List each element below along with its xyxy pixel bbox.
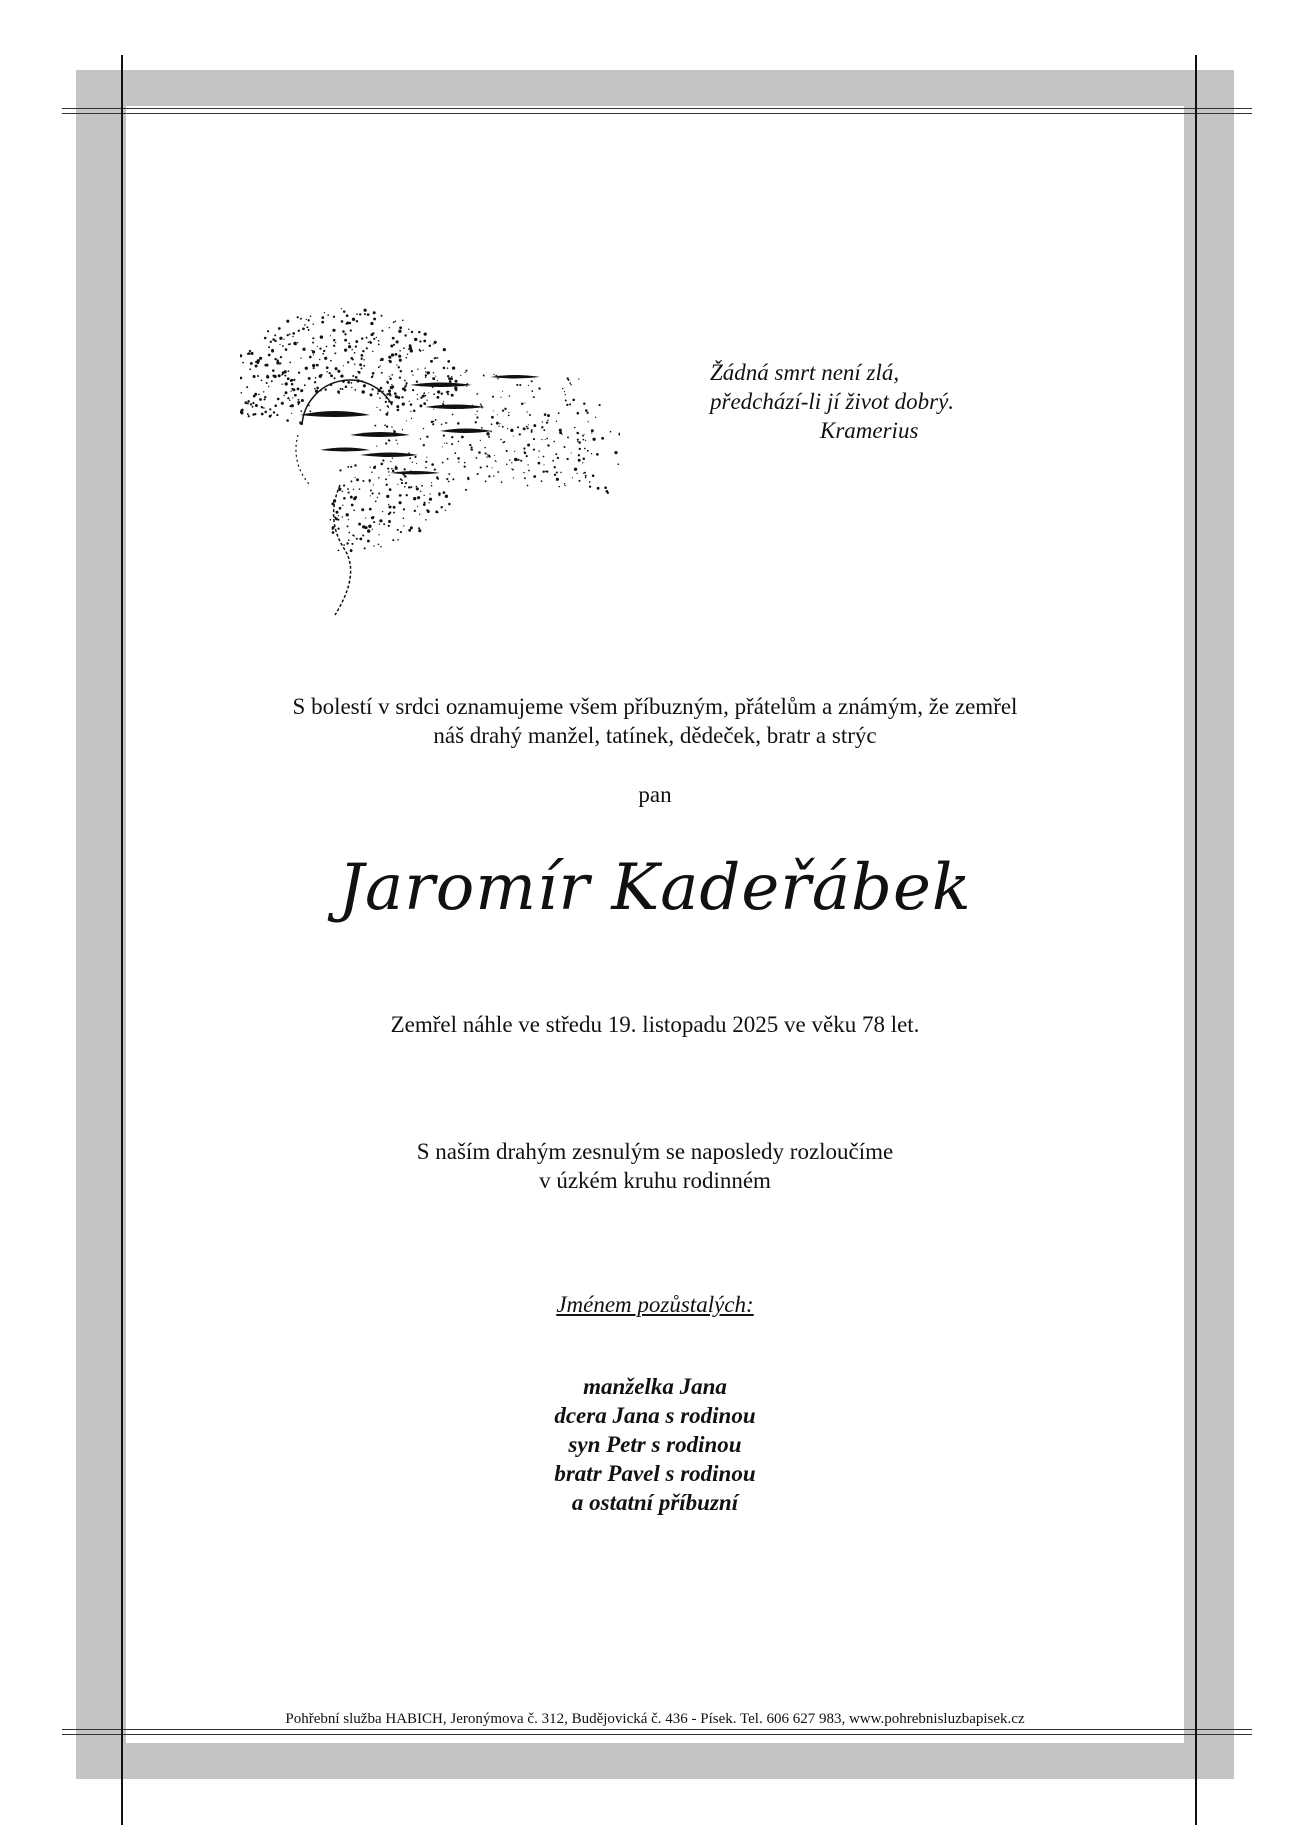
intro-line: náš drahý manžel, tatínek, dědeček, bratr a strýc <box>433 723 877 748</box>
rule-bottom-1 <box>62 1729 1252 1730</box>
on-behalf-heading: Jménem pozůstalých: <box>556 1292 754 1317</box>
frame-band-right <box>1184 70 1234 1779</box>
farewell-notice <box>126 1137 1184 1195</box>
quote-author: Kramerius <box>820 418 919 443</box>
rule-right <box>1195 55 1197 1825</box>
survivor-item: syn Petr s rodinou <box>568 1432 742 1457</box>
sunset-ornament-icon <box>240 285 620 645</box>
rule-bottom-2 <box>62 1734 1252 1735</box>
survivor-item: dcera Jana s rodinou <box>554 1403 756 1428</box>
rule-top-1 <box>62 108 1252 109</box>
frame-band-top <box>76 70 1234 106</box>
survivors-list <box>126 1372 1184 1517</box>
frame-band-left <box>76 70 126 1779</box>
quote-line: předchází-li jí život dobrý. <box>710 389 955 414</box>
survivor-item: bratr Pavel s rodinou <box>554 1461 756 1486</box>
frame-band-bottom <box>76 1743 1234 1779</box>
rule-top-2 <box>62 113 1252 114</box>
death-notice: Zemřel náhle ve středu 19. listopadu 2025 ve věku 78 let. <box>390 1012 920 1037</box>
survivor-item: a ostatní příbuzní <box>571 1490 739 1515</box>
quote <box>710 358 954 445</box>
title-word: pan <box>638 782 672 807</box>
funeral-service-footer: Pohřební služba HABICH, Jeronýmova č. 312, Budějovická č. 436 - Písek. Tel. 606 627 983, www.pohrebnisluzbapisek.cz <box>285 1711 1025 1727</box>
announcement-intro <box>126 692 1184 750</box>
farewell-line: S naším drahým zesnulým se naposledy rozloučíme <box>416 1139 894 1164</box>
deceased-name: Jaromír Kadeřábek <box>338 851 972 925</box>
quote-line: Žádná smrt není zlá, <box>710 360 900 385</box>
rule-left <box>121 55 123 1825</box>
intro-line: S bolestí v srdci oznamujeme všem příbuzným, přátelům a známým, že zemřel <box>292 694 1018 719</box>
farewell-line: v úzkém kruhu rodinném <box>539 1168 771 1193</box>
survivor-item: manželka Jana <box>583 1374 727 1399</box>
